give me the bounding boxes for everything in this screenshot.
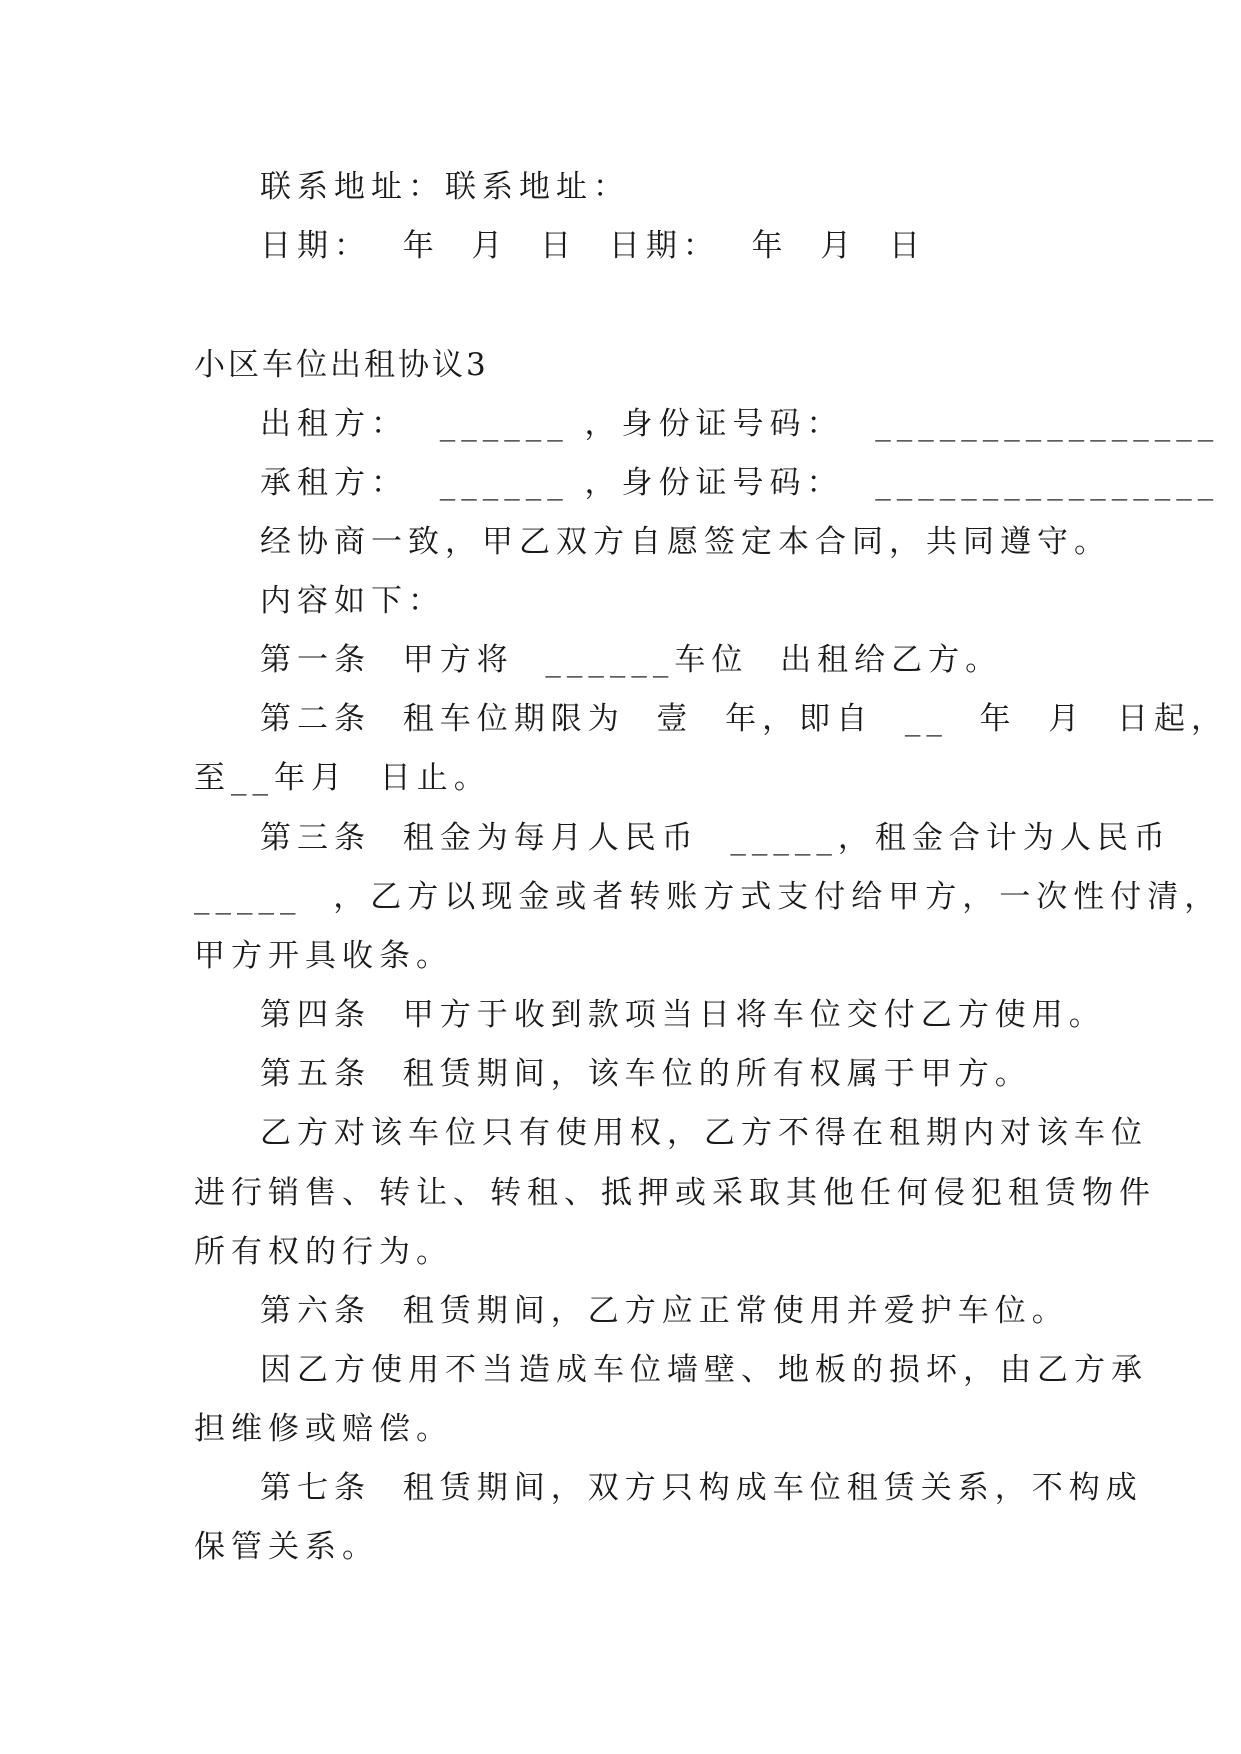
agreement-title: 小区车位出租协议3 [194, 347, 489, 383]
article-3-line-1: 第三条 租金为每月人民币 _____，租金合计为人民币 [260, 820, 1171, 856]
article-3-line-3: 甲方开具收条。 [194, 938, 453, 974]
article-2-line-2: 至__年月 日止。 [194, 760, 491, 796]
article-2-line-1: 第二条 租车位期限为 壹 年，即自 __ 年 月 日起， [260, 701, 1228, 737]
article-6: 第六条 租赁期间，乙方应正常使用并爱护车位。 [260, 1293, 1069, 1329]
preamble-line: 经协商一致，甲乙双方自愿签定本合同，共同遵守。 [260, 524, 1111, 560]
article-5-para-line-1: 乙方对该车位只有使用权，乙方不得在租期内对该车位 [260, 1115, 1148, 1151]
lessor-line: 出租方： ______ ，身份证号码： ________________ [260, 406, 1220, 442]
article-7-line-1: 第七条 租赁期间，双方只构成车位租赁关系，不构成 [260, 1470, 1143, 1506]
date-line: 日期： 年 月 日 日期： 年 月 日 [260, 228, 926, 264]
article-6-para-line-2: 担维修或赔偿。 [194, 1411, 453, 1447]
article-4: 第四条 甲方于收到款项当日将车位交付乙方使用。 [260, 997, 1106, 1033]
content-heading: 内容如下： [260, 583, 445, 619]
article-5: 第五条 租赁期间，该车位的所有权属于甲方。 [260, 1056, 1032, 1092]
article-5-para-line-3: 所有权的行为。 [194, 1234, 453, 1270]
article-6-para-line-1: 因乙方使用不当造成车位墙壁、地板的损坏，由乙方承 [260, 1352, 1148, 1388]
contact-address-line: 联系地址：联系地址： [260, 169, 630, 205]
article-3-line-2: _____ ，乙方以现金或者转账方式支付给甲方，一次性付清， [194, 879, 1222, 915]
article-5-para-line-2: 进行销售、转让、转租、抵押或采取其他任何侵犯租赁物件 [194, 1175, 1156, 1211]
lessee-line: 承租方： ______ ，身份证号码： ________________ [260, 465, 1220, 501]
article-1: 第一条 甲方将 ______车位 出租给乙方。 [260, 642, 1003, 678]
article-7-line-2: 保管关系。 [194, 1529, 379, 1565]
